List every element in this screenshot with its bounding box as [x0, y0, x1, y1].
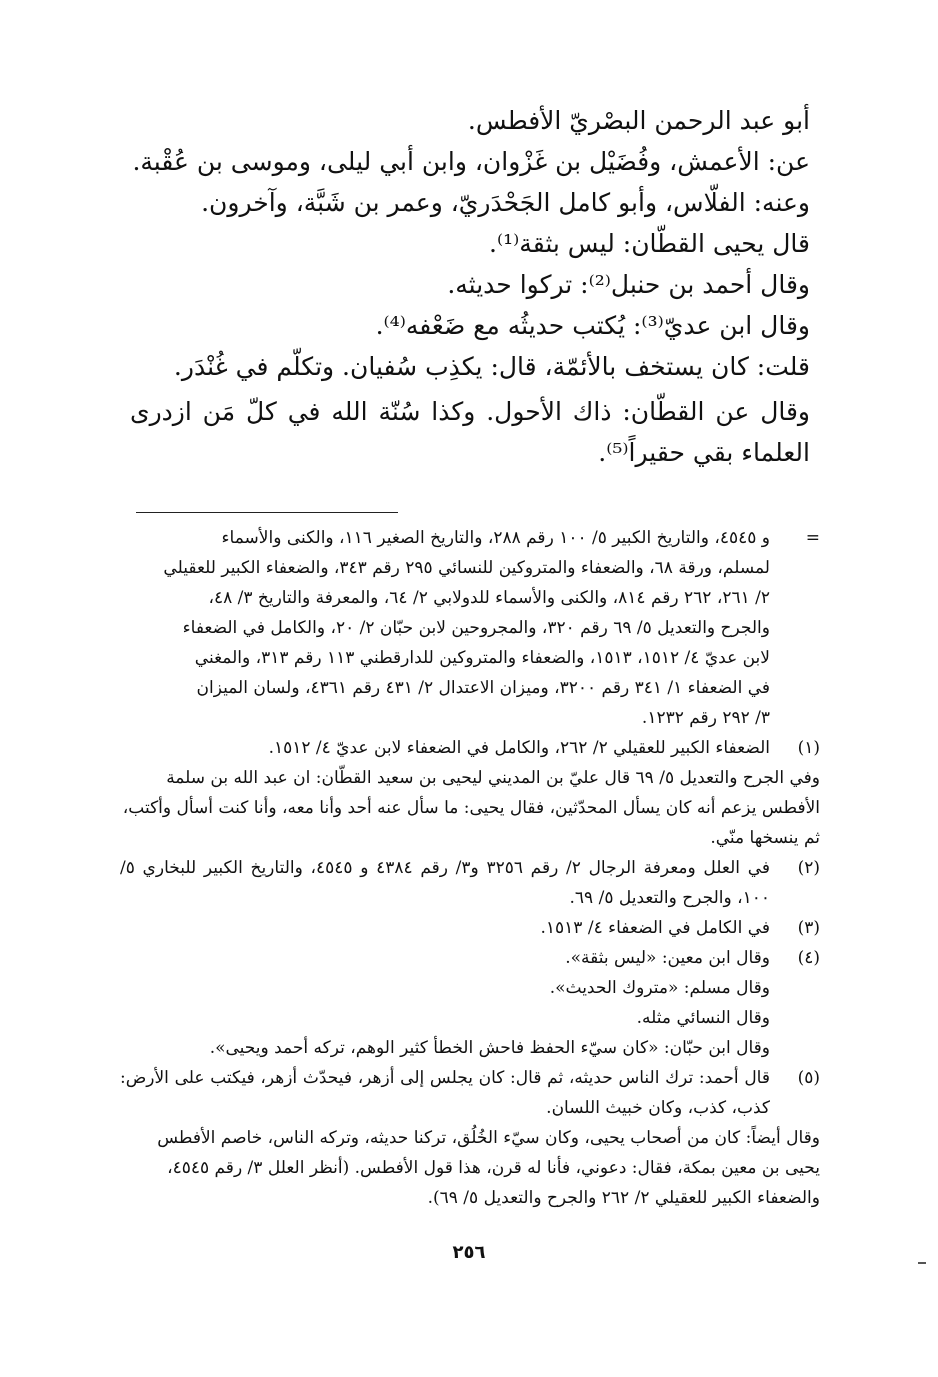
- footnote-text: قال أحمد: ترك الناس حديثه، ثم قال: كان يجلس إلى أزهر، فيحدّث أزهر، فيكتب على الأرض: كذب، كذب، وكان خبيث اللسان.: [120, 1068, 770, 1118]
- footnote-4-sub: وقال ابن حبّان: «كان سيّء الحفظ فاحش الخطأ كثير الوهم، تركه أحمد ويحيى».: [209, 1038, 770, 1058]
- footnote-4: [120, 943, 820, 973]
- main-line: عن: الأعمش، وفُضَيْل بن غَزْوان، وابن أبي ليلى، وموسى بن عُقْبة.: [132, 147, 810, 176]
- main-line: وقال أحمد بن حنبل⁽²⁾: تركوا حديثه.: [447, 270, 810, 299]
- footnote-number: (٥): [797, 1068, 820, 1088]
- footnote-line: وقال ابن معين: «ليس بثقة».: [565, 948, 770, 968]
- footnote-number: (٢): [797, 858, 820, 878]
- footnote-5: [120, 1063, 820, 1123]
- footnote-text: في الكامل في الضعفاء ٤/ ١٥١٣.: [540, 918, 770, 938]
- footnote-line: ٢/ ٢٦١، ٢٦٢ رقم ٨١٤، والكنى والأسماء للدولابي ٢/ ٦٤، والمعرفة والتاريخ ٣/ ٤٨،: [208, 588, 770, 608]
- page-number: ٢٥٦: [452, 1242, 486, 1263]
- footnotes: [120, 523, 820, 1213]
- footnote-3: [120, 913, 820, 943]
- footnote-line: الضعفاء الكبير للعقيلي ٢/ ٢٦٢، والكامل في الضعفاء لابن عديّ ٤/ ١٥١٢.: [268, 738, 770, 758]
- main-line: وقال عن القطّان: ذاك الأحول. وكذا سُنّة الله في كلّ مَن ازدرى العلماء بقي حقيراً⁽⁵⁾.: [130, 397, 810, 467]
- footnote-1-sub: وفي الجرح والتعديل ٥/ ٦٩ قال عليّ بن المديني ليحيى بن سعيد القطّان: ان عبد الله بن سلمة الأفطس يزعم أنه كان يسأل المحدّثين، فقال يحيى: ما سأل عنه أحد وأنا معه، وأنا كنت أسأل وأكتب، ثم ينسخها منّي.: [122, 768, 820, 848]
- footnote-number: (٤): [797, 948, 820, 968]
- footnote-number: (٣): [797, 918, 820, 938]
- footnote-5-sub: وقال أيضاً: كان من أصحاب يحيى، وكان سيّء الخُلُق، تركنا حديثه، وتركه الناس، خاصم الأفطس يحيى بن معين بمكة، فقال: دعوني، فأنا له قرن، هذا قول الأفطس. (أنظر العلل ٣/ رقم ٤٥٤٥، والضعفاء الكبير للعقيلي ٢/ ٢٦٢ والجرح والتعديل ٥/ ٦٩).: [157, 1128, 820, 1208]
- scan-edge-mark: [918, 1262, 926, 1264]
- footnote-line: والجرح والتعديل ٥/ ٦٩ رقم ٣٢٠، والمجروحين لابن حبّان ٢/ ٢٠، والكامل في الضعفاء: [182, 618, 770, 638]
- footnote-number: (١): [797, 738, 820, 758]
- main-line: قال يحيى القطّان: ليس بثقة⁽¹⁾.: [489, 229, 810, 258]
- main-line: وقال ابن عديّ⁽³⁾: يُكتب حديثُه مع ضَعْفه⁽⁴⁾.: [375, 311, 810, 340]
- footnote-4-sub: وقال مسلم: «متروك الحديث».: [549, 978, 770, 998]
- main-line: وعنه: الفلّاس، وأبو كامل الجَحْدَريّ، وعمر بن شَبَّة، وآخرون.: [201, 188, 810, 217]
- footnote-1: [120, 733, 820, 763]
- footnote-continuation: [120, 523, 820, 733]
- footnote-text: في العلل ومعرفة الرجال ٢/ رقم ٣٢٥٦ و٣/ رقم ٤٣٨٤ و ٤٥٤٥، والتاريخ الكبير للبخاري ٥/ ١٠٠، والجرح والتعديل ٥/ ٦٩.: [120, 858, 771, 908]
- footnote-line: لمسلم، ورقة ٦٨، والضعفاء والمتروكين للنسائي ٢٩٥ رقم ٣٤٣، والضعفاء الكبير للعقيلي: [163, 558, 770, 578]
- footnote-line: ٣/ ٢٩٢ رقم ١٢٣٢.: [641, 708, 770, 728]
- main-line: أبو عبد الرحمن البصْريّ الأفطس.: [467, 106, 810, 135]
- main-line: قلت: كان يستخف بالأئمّة، قال: يكذِب سُفيان. وتكلّم في غُنْدَر.: [173, 352, 810, 381]
- footnote-line: في الضعفاء ١/ ٣٤١ رقم ٣٢٠٠، وميزان الاعتدال ٢/ ٤٣١ رقم ٤٣٦١، ولسان الميزان: [196, 678, 770, 698]
- footnote-line: لابن عديّ ٤/ ١٥١٢، ١٥١٣، والضعفاء والمتروكين للدارقطني ١١٣ رقم ٣١٣، والمغني: [194, 648, 770, 668]
- continuation-mark: =: [805, 528, 820, 548]
- footnote-line: و ٤٥٤٥، والتاريخ الكبير ٥/ ١٠٠ رقم ٢٨٨، والتاريخ الصغير ١١٦، والكنى والأسماء: [221, 528, 770, 548]
- footnote-4-sub: وقال النسائي مثله.: [636, 1008, 770, 1028]
- main-text: [130, 100, 810, 473]
- footnote-separator: [136, 512, 398, 513]
- footnote-2: [120, 853, 820, 913]
